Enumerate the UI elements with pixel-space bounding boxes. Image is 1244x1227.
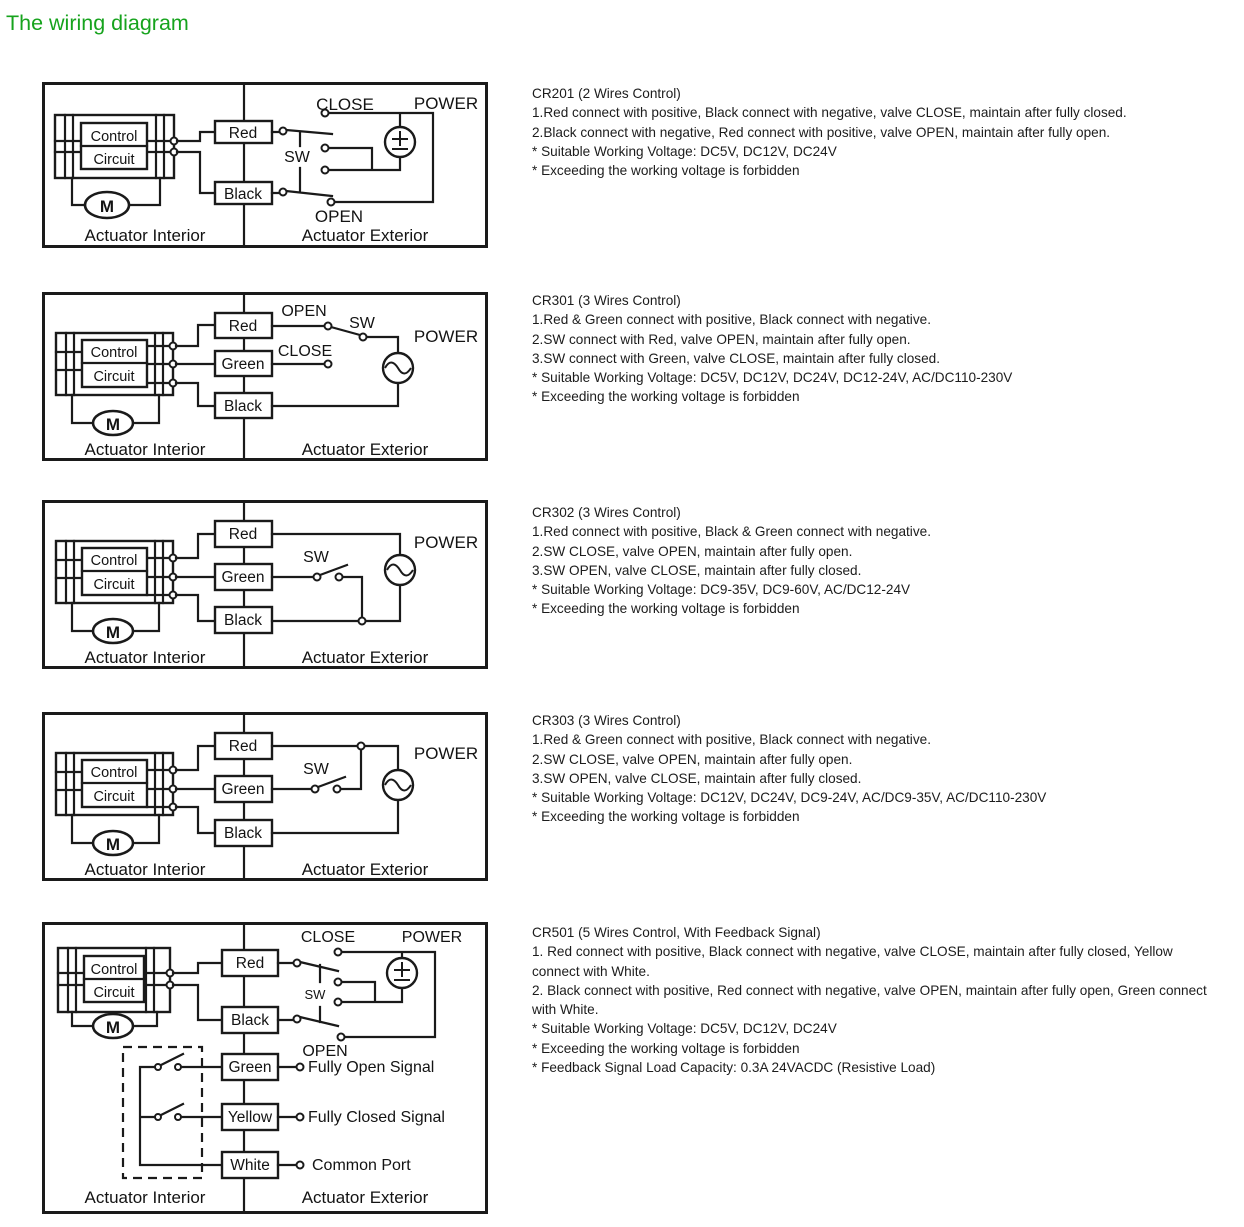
- control-circuit-block: [58, 948, 174, 1012]
- spec-line: * Suitable Working Voltage: DC5V, DC12V, DC24V, DC12-24V, AC/DC110-230V: [532, 370, 1013, 386]
- red-wire-label: Red: [228, 125, 258, 142]
- spec-line: 1.Red & Green connect with positive, Black connect with negative.: [532, 732, 931, 748]
- spec-heading: CR501 (5 Wires Control, With Feedback Signal): [532, 925, 821, 940]
- sw-label: SW: [284, 149, 310, 166]
- motor-label: M: [105, 1018, 121, 1037]
- red-wire-label: Red: [228, 318, 258, 335]
- control-label: Control: [90, 765, 138, 781]
- open-label: OPEN: [281, 303, 327, 320]
- actuator-exterior-label: Actuator Exterior: [301, 440, 429, 459]
- spec-line: * Exceeding the working voltage is forbidden: [532, 601, 800, 617]
- spec-line: 2.SW CLOSE, valve OPEN, maintain after fully open.: [532, 751, 853, 767]
- motor-label: M: [105, 623, 121, 642]
- control-label: Control: [90, 345, 138, 361]
- open-label: OPEN: [314, 207, 364, 226]
- sw-label: SW: [303, 761, 329, 778]
- power-label: POWER: [413, 327, 479, 346]
- fully-open-signal-label: Fully Open Signal: [308, 1059, 435, 1076]
- motor-label: M: [99, 197, 115, 216]
- actuator-exterior-label: Actuator Exterior: [301, 226, 429, 245]
- spec-line: * Exceeding the working voltage is forbidden: [532, 809, 800, 825]
- spec-line: 2. Black connect with positive, Red connect with negative, valve OPEN, maintain after fully open, Green connect with White.: [532, 982, 1207, 1018]
- actuator-interior-label: Actuator Interior: [84, 648, 206, 667]
- spec-line: 1.Red & Green connect with positive, Black connect with negative.: [532, 312, 931, 328]
- black-wire-label: Black: [231, 1012, 269, 1029]
- power-label: POWER: [401, 929, 463, 946]
- spec-line: * Feedback Signal Load Capacity: 0.3A 24VACDC (Resistive Load): [532, 1060, 936, 1076]
- actuator-interior-label: Actuator Interior: [84, 440, 206, 459]
- white-wire-label: White: [230, 1157, 270, 1174]
- spec-heading: CR301 (3 Wires Control): [532, 293, 681, 308]
- motor-label: M: [105, 835, 121, 854]
- actuator-exterior-label: Actuator Exterior: [301, 648, 429, 667]
- fully-closed-signal-label: Fully Closed Signal: [308, 1109, 445, 1126]
- red-wire-label: Red: [228, 738, 258, 755]
- power-label: POWER: [413, 744, 479, 763]
- spec-line: 3.SW OPEN, valve CLOSE, maintain after fully closed.: [532, 562, 862, 578]
- cr302-wiring-diagram: [42, 500, 488, 669]
- actuator-exterior-label: Actuator Exterior: [301, 860, 429, 879]
- motor-label: M: [105, 415, 121, 434]
- power-label: POWER: [413, 533, 479, 552]
- sw-label: SW: [304, 987, 326, 1002]
- circuit-label: Circuit: [93, 369, 135, 385]
- control-label: Control: [90, 553, 138, 569]
- open-label: OPEN: [302, 1043, 348, 1060]
- cr301-spec-block: [532, 291, 1222, 407]
- spec-line: * Suitable Working Voltage: DC9-35V, DC9-60V, AC/DC12-24V: [532, 582, 911, 598]
- green-wire-label: Green: [228, 1059, 272, 1076]
- sw-label: SW: [303, 549, 329, 566]
- actuator-interior-label: Actuator Interior: [84, 1188, 206, 1207]
- control-circuit-block: [56, 753, 177, 815]
- green-wire-label: Green: [221, 356, 265, 373]
- control-circuit-block: [56, 541, 177, 603]
- power-label: POWER: [413, 94, 479, 113]
- cr303-wiring-diagram: [42, 712, 488, 881]
- control-label: Control: [90, 129, 138, 145]
- spec-line: * Suitable Working Voltage: DC5V, DC12V, DC24V: [532, 1021, 837, 1037]
- spec-line: * Exceeding the working voltage is forbidden: [532, 163, 800, 179]
- spec-line: 2.SW CLOSE, valve OPEN, maintain after fully open.: [532, 543, 853, 559]
- close-label: CLOSE: [316, 95, 374, 114]
- control-circuit-block: [56, 333, 177, 395]
- spec-line: 2.SW connect with Red, valve OPEN, maintain after fully open.: [532, 331, 911, 347]
- spec-line: 1.Red connect with positive, Black & Green connect with negative.: [532, 524, 931, 540]
- black-wire-label: Black: [224, 825, 262, 842]
- cr301-wiring-diagram: [42, 292, 488, 461]
- common-port-label: Common Port: [312, 1157, 411, 1174]
- circuit-label: Circuit: [93, 985, 135, 1001]
- actuator-exterior-label: Actuator Exterior: [301, 1188, 429, 1207]
- circuit-label: Circuit: [93, 789, 135, 805]
- spec-line: 2.Black connect with negative, Red connect with positive, valve OPEN, maintain after fully open.: [532, 124, 1111, 140]
- control-circuit-block: [55, 115, 178, 178]
- close-label: CLOSE: [300, 929, 356, 946]
- sw-label: SW: [349, 315, 375, 332]
- page-title: The wiring diagram: [6, 11, 189, 35]
- spec-line: * Exceeding the working voltage is forbidden: [532, 1040, 800, 1056]
- cr303-spec-block: [532, 711, 1222, 827]
- green-wire-label: Green: [221, 569, 265, 586]
- black-wire-label: Black: [224, 398, 262, 415]
- green-wire-label: Green: [221, 781, 265, 798]
- spec-line: 3.SW connect with Green, valve CLOSE, maintain after fully closed.: [532, 350, 940, 366]
- cr302-spec-block: [532, 503, 1222, 619]
- actuator-interior-label: Actuator Interior: [84, 226, 206, 245]
- circuit-label: Circuit: [93, 577, 135, 593]
- cr201-wiring-diagram: [42, 82, 488, 248]
- spec-line: * Suitable Working Voltage: DC12V, DC24V, DC9-24V, AC/DC9-35V, AC/DC110-230V: [532, 790, 1047, 806]
- red-wire-label: Red: [235, 955, 265, 972]
- spec-heading: CR303 (3 Wires Control): [532, 713, 681, 728]
- spec-heading: CR201 (2 Wires Control): [532, 86, 681, 101]
- circuit-label: Circuit: [93, 152, 135, 168]
- spec-line: 3.SW OPEN, valve CLOSE, maintain after fully closed.: [532, 770, 862, 786]
- red-wire-label: Red: [228, 526, 258, 543]
- cr501-spec-block: [532, 923, 1222, 1077]
- actuator-interior-label: Actuator Interior: [84, 860, 206, 879]
- spec-line: 1. Red connect with positive, Black connect with negative, valve CLOSE, maintain after fully closed, Yellow connect with White.: [532, 944, 1173, 979]
- spec-line: 1.Red connect with positive, Black connect with negative, valve CLOSE, maintain after fully closed.: [532, 105, 1127, 121]
- close-label: CLOSE: [277, 343, 333, 360]
- spec-line: * Suitable Working Voltage: DC5V, DC12V, DC24V: [532, 143, 837, 159]
- yellow-wire-label: Yellow: [227, 1109, 273, 1126]
- black-wire-label: Black: [224, 186, 262, 203]
- control-label: Control: [90, 962, 138, 978]
- spec-line: * Exceeding the working voltage is forbidden: [532, 389, 800, 405]
- spec-heading: CR302 (3 Wires Control): [532, 505, 681, 520]
- black-wire-label: Black: [224, 612, 262, 629]
- cr201-spec-block: [532, 84, 1222, 180]
- cr501-wiring-diagram: [42, 922, 488, 1214]
